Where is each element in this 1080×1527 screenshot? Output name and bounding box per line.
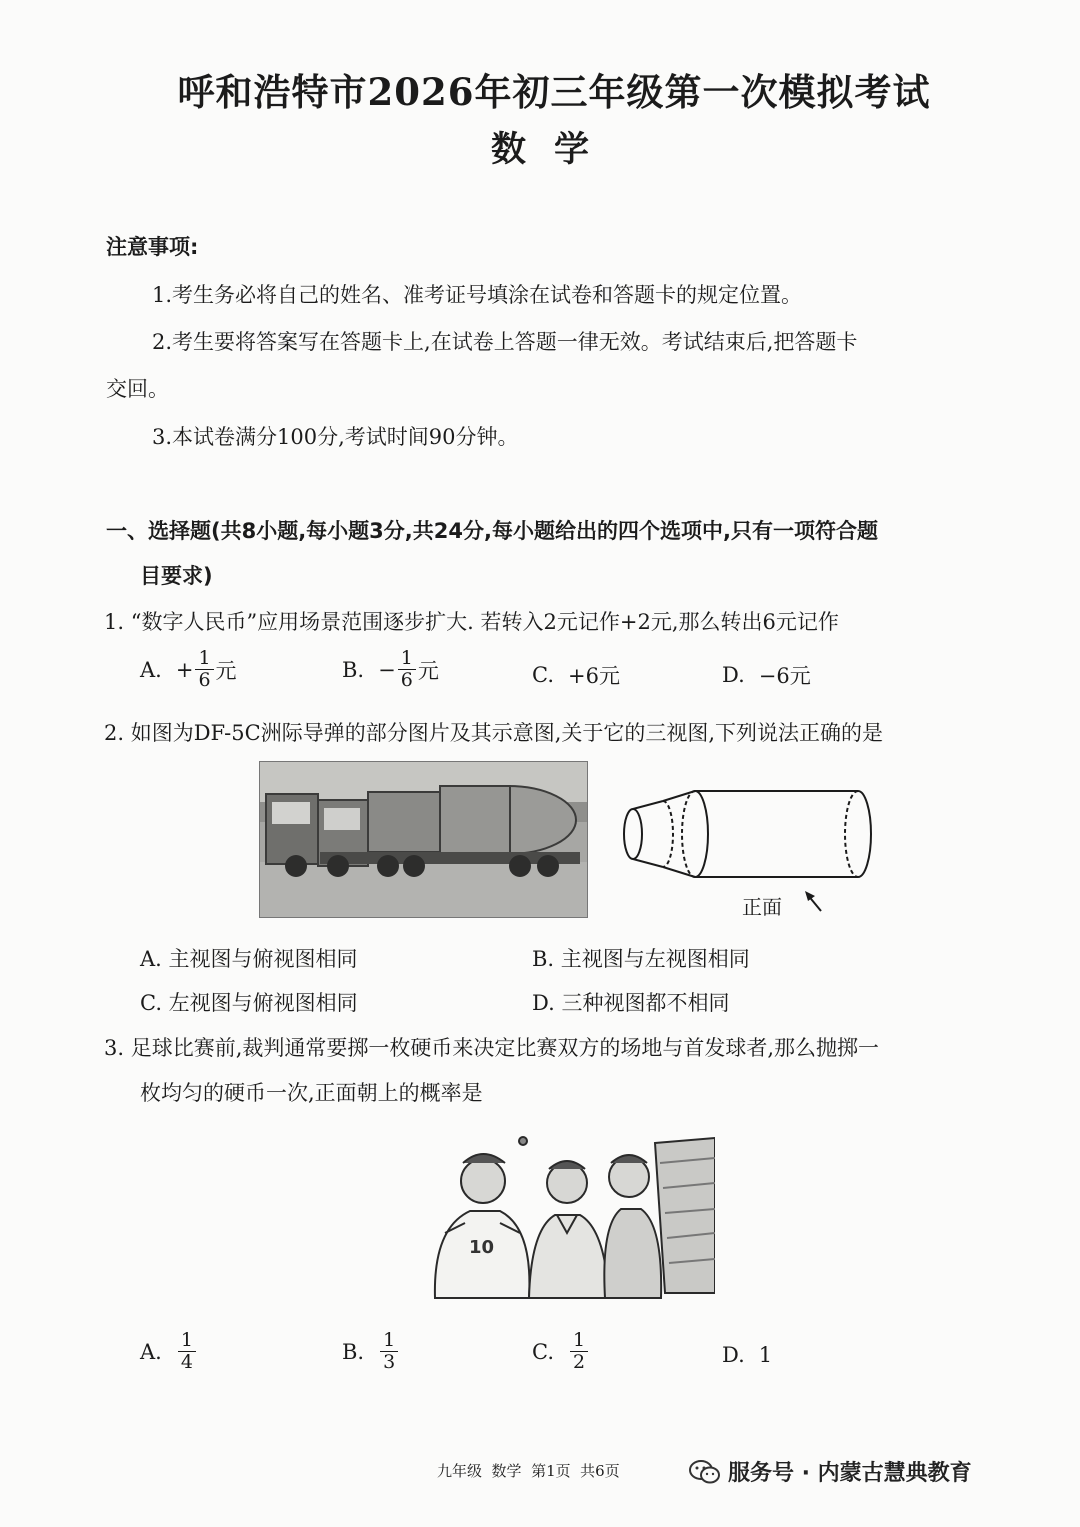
q1-a-denominator: 6 [195, 669, 213, 691]
jersey-number: 10 [469, 1237, 495, 1258]
page-footer: 九年级 数学 第1页 共6页 [437, 1462, 620, 1480]
q1-option-d [722, 660, 811, 690]
q3-option-d-label: D. [722, 1343, 745, 1367]
notice-item-2: 2.考生要将答案写在答题卡上,在试卷上答题一律无效。考试结束后,把答题卡 [152, 330, 858, 354]
q1-b-numerator: 1 [400, 647, 413, 669]
q3-a-numerator: 1 [180, 1329, 193, 1351]
section1-heading: 一、选择题(共8小题,每小题3分,共24分,每小题给出的四个选项中,只有一项符合题 [106, 519, 878, 543]
coin-toss-illustration [425, 1133, 715, 1303]
q1-stem: 1. “数字人民币”应用场景范围逐步扩大. 若转入2元记作+2元,那么转出6元记作 [104, 610, 839, 634]
q3-stem: 3. 足球比赛前,裁判通常要掷一枚硬币来决定比赛双方的场地与首发球者,那么抛掷一 [104, 1036, 880, 1060]
q2-option-a: A. 主视图与俯视图相同 [140, 947, 358, 971]
q1-option-a-sign: + [175, 657, 194, 682]
q1-option-a-label: A. [140, 657, 162, 682]
front-view-label: 正面 [742, 895, 782, 919]
q1-b-denominator: 6 [398, 669, 416, 691]
wechat-icon [688, 1458, 722, 1486]
q3-option-b-fraction [380, 1330, 398, 1373]
q2-option-c: C. 左视图与俯视图相同 [140, 991, 358, 1015]
q1-option-a-unit: 元 [215, 658, 237, 683]
q3-option-c [532, 1330, 590, 1373]
notice-item-1: 1.考生务必将自己的姓名、准考证号填涂在试卷和答题卡的规定位置。 [152, 283, 803, 307]
section1-heading-cont: 目要求) [140, 564, 213, 588]
watermark [688, 1456, 972, 1487]
q3-stem-cont: 枚均匀的硬币一次,正面朝上的概率是 [140, 1081, 483, 1105]
q3-option-a-fraction [178, 1330, 196, 1373]
q1-a-numerator: 1 [198, 647, 211, 669]
notice-item-3: 3.本试卷满分100分,考试时间90分钟。 [152, 425, 519, 449]
q3-option-c-label: C. [532, 1339, 554, 1364]
q3-option-c-fraction [570, 1330, 588, 1373]
q3-a-denominator: 4 [178, 1351, 196, 1373]
q3-option-a [140, 1330, 198, 1373]
q2-option-b: B. 主视图与左视图相同 [532, 947, 750, 971]
q1-option-a-fraction [195, 648, 213, 691]
missile-truck-image [260, 762, 587, 917]
q3-option-d-text: 1 [758, 1343, 773, 1367]
q1-option-b-sign: − [378, 657, 396, 682]
q3-option-d [722, 1343, 772, 1367]
q3-c-denominator: 2 [570, 1351, 588, 1373]
q1-option-a [140, 648, 237, 691]
watermark-text: 服务号 · 内蒙古慧典教育 [728, 1461, 972, 1486]
q3-b-numerator: 1 [383, 1329, 396, 1351]
q1-option-b [342, 648, 439, 691]
q1-option-b-unit: 元 [417, 658, 439, 683]
notice-item-2-cont: 交回。 [106, 377, 169, 401]
subject-title: 数学 [490, 129, 617, 170]
q1-option-b-label: B. [342, 657, 365, 682]
q1-option-c [532, 660, 620, 690]
notice-heading: 注意事项: [106, 235, 199, 259]
q3-option-b-label: B. [342, 1339, 365, 1364]
q3-option-a-label: A. [140, 1339, 162, 1364]
football-referee-drawing [425, 1133, 715, 1303]
q1-option-d-text: −6元 [758, 664, 811, 688]
q1-option-c-text: +6元 [568, 664, 620, 688]
q1-option-b-fraction [398, 648, 416, 691]
missile-truck-photo [259, 761, 588, 918]
q3-c-numerator: 1 [573, 1329, 586, 1351]
q1-option-c-label: C. [532, 663, 554, 687]
q1-option-d-label: D. [722, 663, 745, 687]
q3-b-denominator: 3 [380, 1351, 398, 1373]
exam-title: 呼和浩特市2026年初三年级第一次模拟考试 [177, 70, 931, 114]
q2-option-d: D. 三种视图都不相同 [532, 991, 730, 1015]
q2-stem: 2. 如图为DF-5C洲际导弹的部分图片及其示意图,关于它的三视图,下列说法正确的是 [104, 721, 884, 745]
q3-option-b [342, 1330, 400, 1373]
